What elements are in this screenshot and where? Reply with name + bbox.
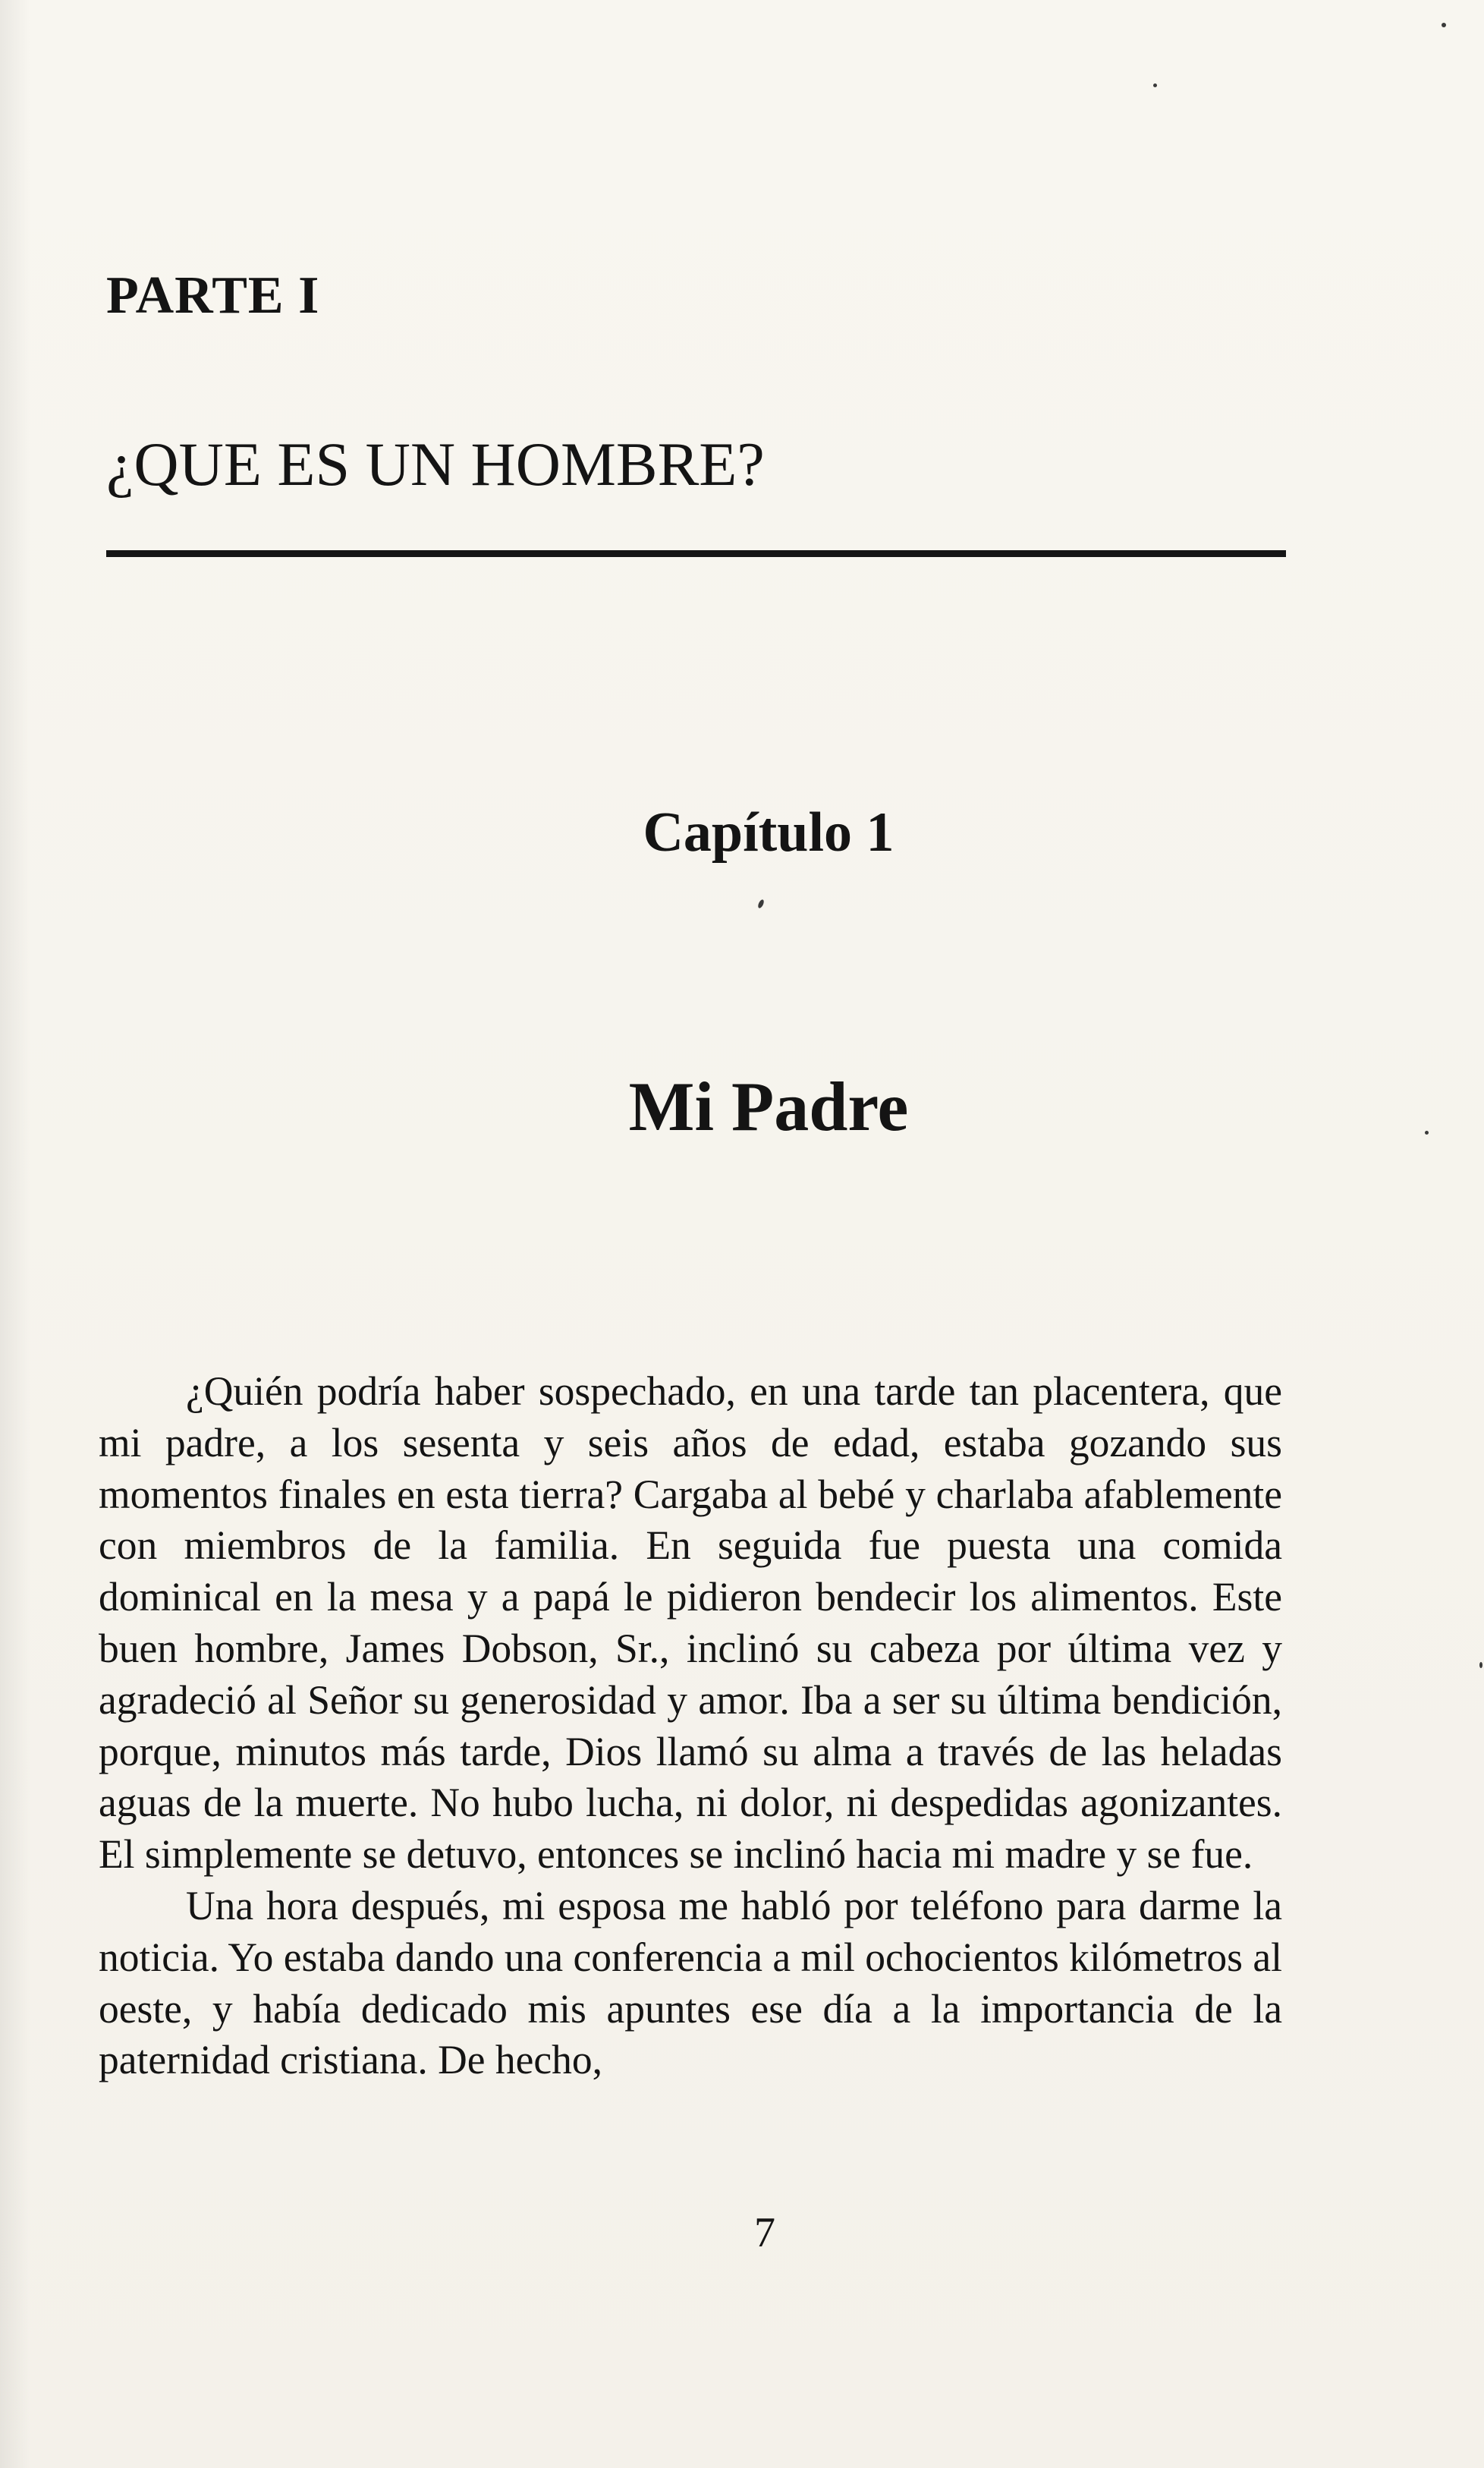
part-label: PARTE I — [106, 266, 320, 325]
chapter-title-text: Mi Padre — [628, 1068, 909, 1145]
paragraph: Una hora después, mi esposa me habló por teléfono para darme la noticia. Yo estaba dando una conferencia a mil ochocientos kilómetros al oeste, y había dedicado mis apuntes ese día a la importancia de la paternidad cristiana. De hecho, — [99, 1882, 1282, 2083]
print-speck — [1153, 83, 1157, 87]
print-speck — [1425, 1131, 1429, 1135]
print-speck — [1442, 23, 1446, 27]
print-speck — [757, 899, 766, 908]
section-divider-rule — [106, 550, 1286, 557]
page-number — [0, 2208, 1484, 2257]
chapter-label — [0, 801, 1484, 865]
chapter-title — [0, 1066, 1484, 1147]
chapter-label-text: Capítulo 1 — [643, 801, 894, 864]
paragraph: ¿Quién podría haber sospechado, en una tarde tan placentera, que mi padre, a los sesenta y seis años de edad, estaba gozando sus momentos finales en esta tierra? Cargaba al bebé y charlaba afablemente con miembros de la familia. En seguida fue puesta una comida dominical en la mesa y a papá le pidieron bendecir los alimentos. Este buen hombre, James Dobson, Sr., inclinó su cabeza por última vez y agradeció al Señor su generosidad y amor. Iba a ser su última bendición, porque, minutos más tarde, Dios llamó su alma a través de las heladas aguas de la muerte. No hubo lucha, ni dolor, ni despedidas agonizantes. El simplemente se detuvo, entonces se inclinó hacia mi madre y se fue. — [99, 1368, 1282, 1878]
page-number-text: 7 — [754, 2209, 775, 2256]
print-speck — [1479, 1662, 1482, 1668]
part-title: ¿QUE ES UN HOMBRE? — [106, 430, 765, 499]
body-text — [99, 1366, 1282, 2086]
